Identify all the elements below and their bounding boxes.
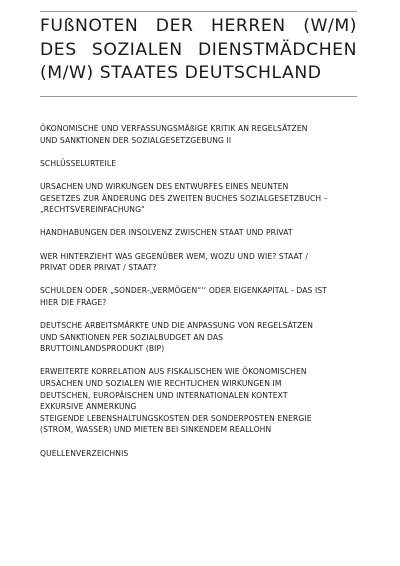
toc-entry-9: STEIGENDE LEBENSHALTUNGSKOSTEN DER SONDERPOSTEN ENERGIE (STROM, WASSER) UND MIETEN BEI SINKENDEM REALLOHN (40, 413, 312, 435)
toc-entry-8: ERWEITERTE KORRELATION AUS FISKALISCHEN WIE ÖKONOMISCHEN URSACHEN UND SOZIALEN WIE RECHTLICHEN WIRKUNGEN IM DEUTSCHEN, EUROPÄISCHEN UND INTERNATIONALEN KONTEXT EXKURSIVE ANMERKUNG (40, 367, 307, 412)
toc-entry-6: SCHULDEN ODER „SONDER-„VERMÖGEN“‘‘ ODER EIGENKAPITAL - DAS IST HIER DIE FRAGE? (40, 286, 327, 307)
title-top-rule (40, 11, 357, 12)
toc-entry-2: SCHLÜSSELURTEILE (40, 158, 117, 168)
toc-entry-4: HANDHABUNGEN DER INSOLVENZ ZWISCHEN STAAT UND PRIVAT (40, 228, 293, 238)
title-bottom-rule (40, 96, 357, 97)
toc-entry-7: DEUTSCHE ARBEITSMÄRKTE UND DIE ANPASSUNG VON REGELSÄTZEN UND SANKTIONEN PER SOZIALBUDGET AN DAS BRUTTOINLANDSPRODUKT (BIP) (40, 321, 314, 354)
toc-entry-10: QUELLENVERZEICHNIS (40, 448, 129, 458)
document-title: FUßNOTEN DER HERREN (W/M) DES SOZIALEN DIENSTMÄDCHEN (M/W) STAATES DEUTSCHLAND (40, 16, 357, 83)
toc-entry-1: ÖKONOMISCHE UND VERFASSUNGSMÄßIGE KRITIK AN REGELSÄTZEN UND SANKTIONEN DER SOZIALGESETZGEBUNG II (40, 124, 308, 145)
toc-entry-5: WER HINTERZIEHT WAS GEGENÜBER WEM, WOZU UND WIE? STAAT / PRIVAT ODER PRIVAT / STAAT? (40, 251, 309, 273)
table-of-contents (40, 123, 364, 471)
toc-entry-3: URSACHEN UND WIRKUNGEN DES ENTWURFES EINES NEUNTEN GESETZES ZUR ÄNDERUNG DES ZWEITEN BUCHES SOZIALGESETZBUCH – „RECHTSVEREINFACHUNG“ (40, 181, 328, 215)
